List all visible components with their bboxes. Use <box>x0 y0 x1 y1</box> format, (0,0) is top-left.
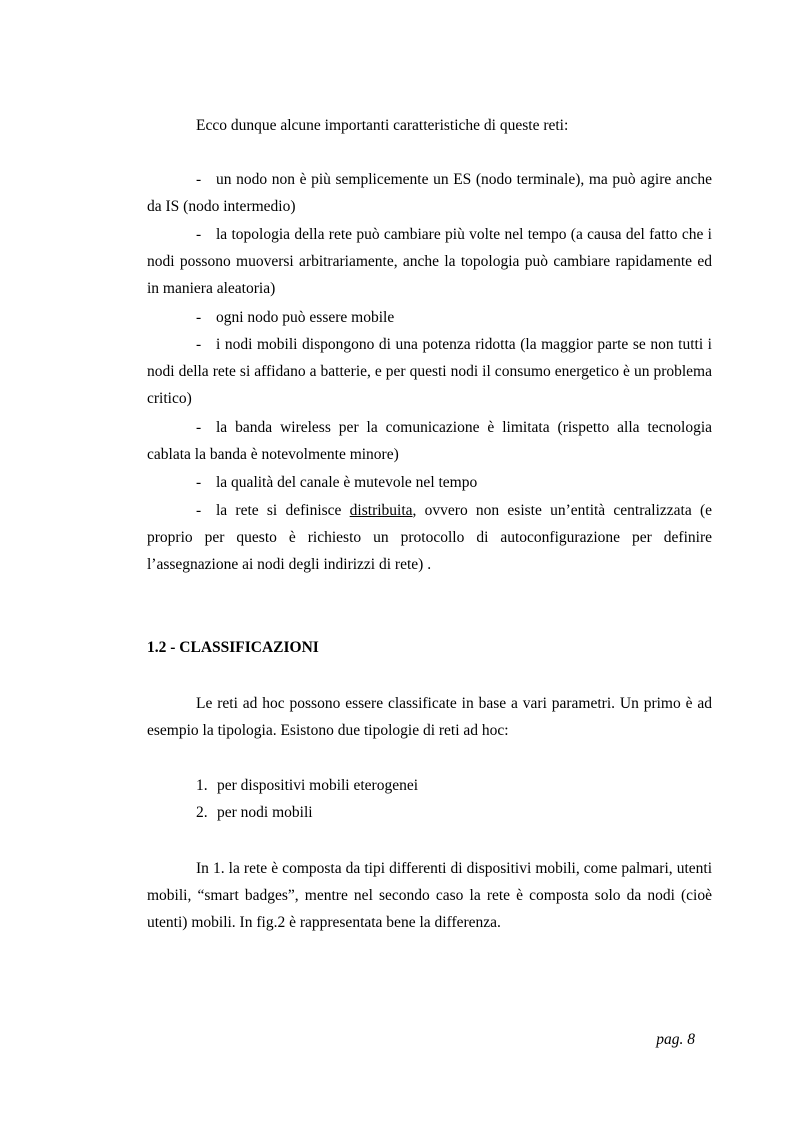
body-paragraph: Le reti ad hoc possono essere classificate in base a vari parametri. Un primo è ad esempio la tipologia. Esistono due tipologie di reti ad hoc: <box>147 695 712 740</box>
list-item <box>196 799 313 826</box>
bullet-dash: - <box>196 474 202 491</box>
list-item <box>196 772 418 799</box>
underlined-term: distribuita <box>349 502 413 519</box>
section-heading: 1.2 - CLASSIFICAZIONI <box>147 639 319 656</box>
bullet-text: la topologia della rete può cambiare più volte nel tempo (a causa del fatto che i nodi possono muoversi arbitrariamente, anche la topologia può cambiare rapidamente ed in maniera aleatoria) <box>147 226 712 298</box>
bullet-text: ogni nodo può essere mobile <box>216 309 395 326</box>
bullet-dash: - <box>196 419 202 436</box>
bullet-item <box>147 414 712 468</box>
page-number: pag. 8 <box>656 1031 695 1048</box>
bullet-text: la qualità del canale è mutevole nel tempo <box>216 474 478 491</box>
list-text: per dispositivi mobili eterogenei <box>217 777 419 794</box>
bullet-text: , ovvero non esiste un’entità centralizzata (e proprio per questo è richiesto un protocollo di autoconfigurazione per definire l’assegnazione ai nodi degli indirizzi di rete) . <box>147 502 713 574</box>
bullet-item <box>147 497 712 579</box>
bullet-dash: - <box>196 226 202 243</box>
bullet-dash: - <box>196 336 202 353</box>
bullet-text: un nodo non è più semplicemente un ES (nodo terminale), ma può agire anche da IS (nodo intermedio) <box>147 171 712 216</box>
bullet-text: i nodi mobili dispongono di una potenza ridotta (la maggior parte se non tutti i nodi della rete si affidano a batterie, e per questi nodi il consumo energetico è un problema critico) <box>147 336 712 408</box>
list-number: 2. <box>196 804 208 821</box>
bullet-dash: - <box>196 502 202 519</box>
bullet-dash: - <box>196 309 202 326</box>
list-number: 1. <box>196 777 208 794</box>
body-paragraph: In 1. la rete è composta da tipi differenti di dispositivi mobili, come palmari, utenti mobili, “smart badges”, mentre nel secondo caso la rete è composta solo da nodi (cioè utenti) mobili. In fig.2 è rappresentata bene la differenza. <box>147 860 712 932</box>
bullet-item <box>147 469 712 496</box>
bullet-item <box>147 304 712 331</box>
bullet-text: la rete si definisce <box>216 502 350 519</box>
bullet-text: la banda wireless per la comunicazione è limitata (rispetto alla tecnologia cablata la banda è notevolmente minore) <box>147 419 712 464</box>
list-text: per nodi mobili <box>217 804 313 821</box>
bullet-item <box>147 166 712 220</box>
bullet-dash: - <box>196 171 202 188</box>
bullet-item <box>147 331 712 413</box>
bullet-item <box>147 221 712 303</box>
intro-paragraph: Ecco dunque alcune importanti caratteristiche di queste reti: <box>196 117 569 134</box>
